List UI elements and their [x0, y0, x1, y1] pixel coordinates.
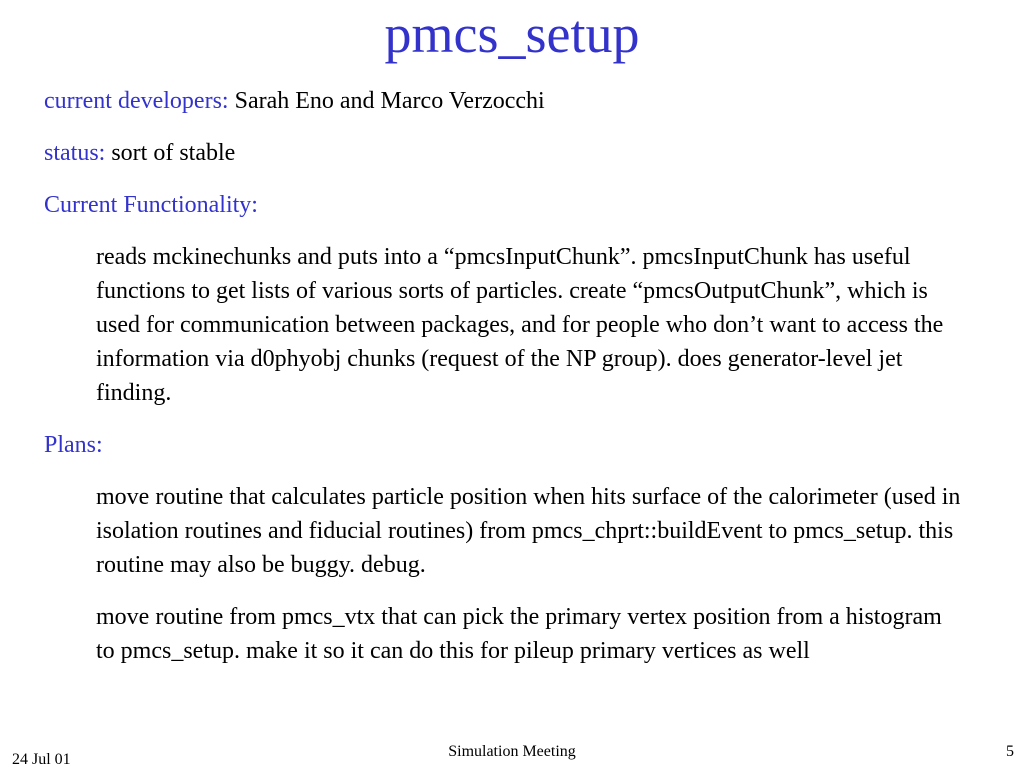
- slide-content: [44, 84, 974, 668]
- footer-date: 24 Jul 01: [12, 751, 71, 768]
- plan-item-1: move routine that calculates particle position when hits surface of the calorimeter (used in isolation routines and fiducial routines) from pmcs_chprt::buildEvent to pmcs_setup. this routine may also be buggy. debug.: [96, 484, 961, 578]
- developers-value: Sarah Eno and Marco Verzocchi: [228, 88, 545, 114]
- functionality-heading: Current Functionality:: [44, 192, 258, 218]
- footer-meeting: Simulation Meeting: [448, 743, 576, 760]
- developers-line: [44, 84, 974, 118]
- functionality-text: reads mckinechunks and puts into a “pmcsInputChunk”. pmcsInputChunk has useful functions to get lists of various sorts of particles. create “pmcsOutputChunk”, which is used for communication between packages, and for people who don’t want to access the information via d0phyobj chunks (request of the NP group). does generator-level jet finding.: [96, 244, 944, 406]
- status-label: status:: [44, 140, 106, 166]
- slide-title: pmcs_setup: [384, 4, 640, 64]
- status-line: [44, 136, 974, 170]
- plan-item-2: move routine from pmcs_vtx that can pick the primary vertex position from a histogram to pmcs_setup. make it so it can do this for pileup primary vertices as well: [96, 604, 942, 664]
- status-value: sort of stable: [105, 140, 236, 166]
- plans-heading: Plans:: [44, 432, 103, 458]
- developers-label: current developers:: [44, 88, 229, 114]
- footer-page-number: 5: [1006, 743, 1014, 760]
